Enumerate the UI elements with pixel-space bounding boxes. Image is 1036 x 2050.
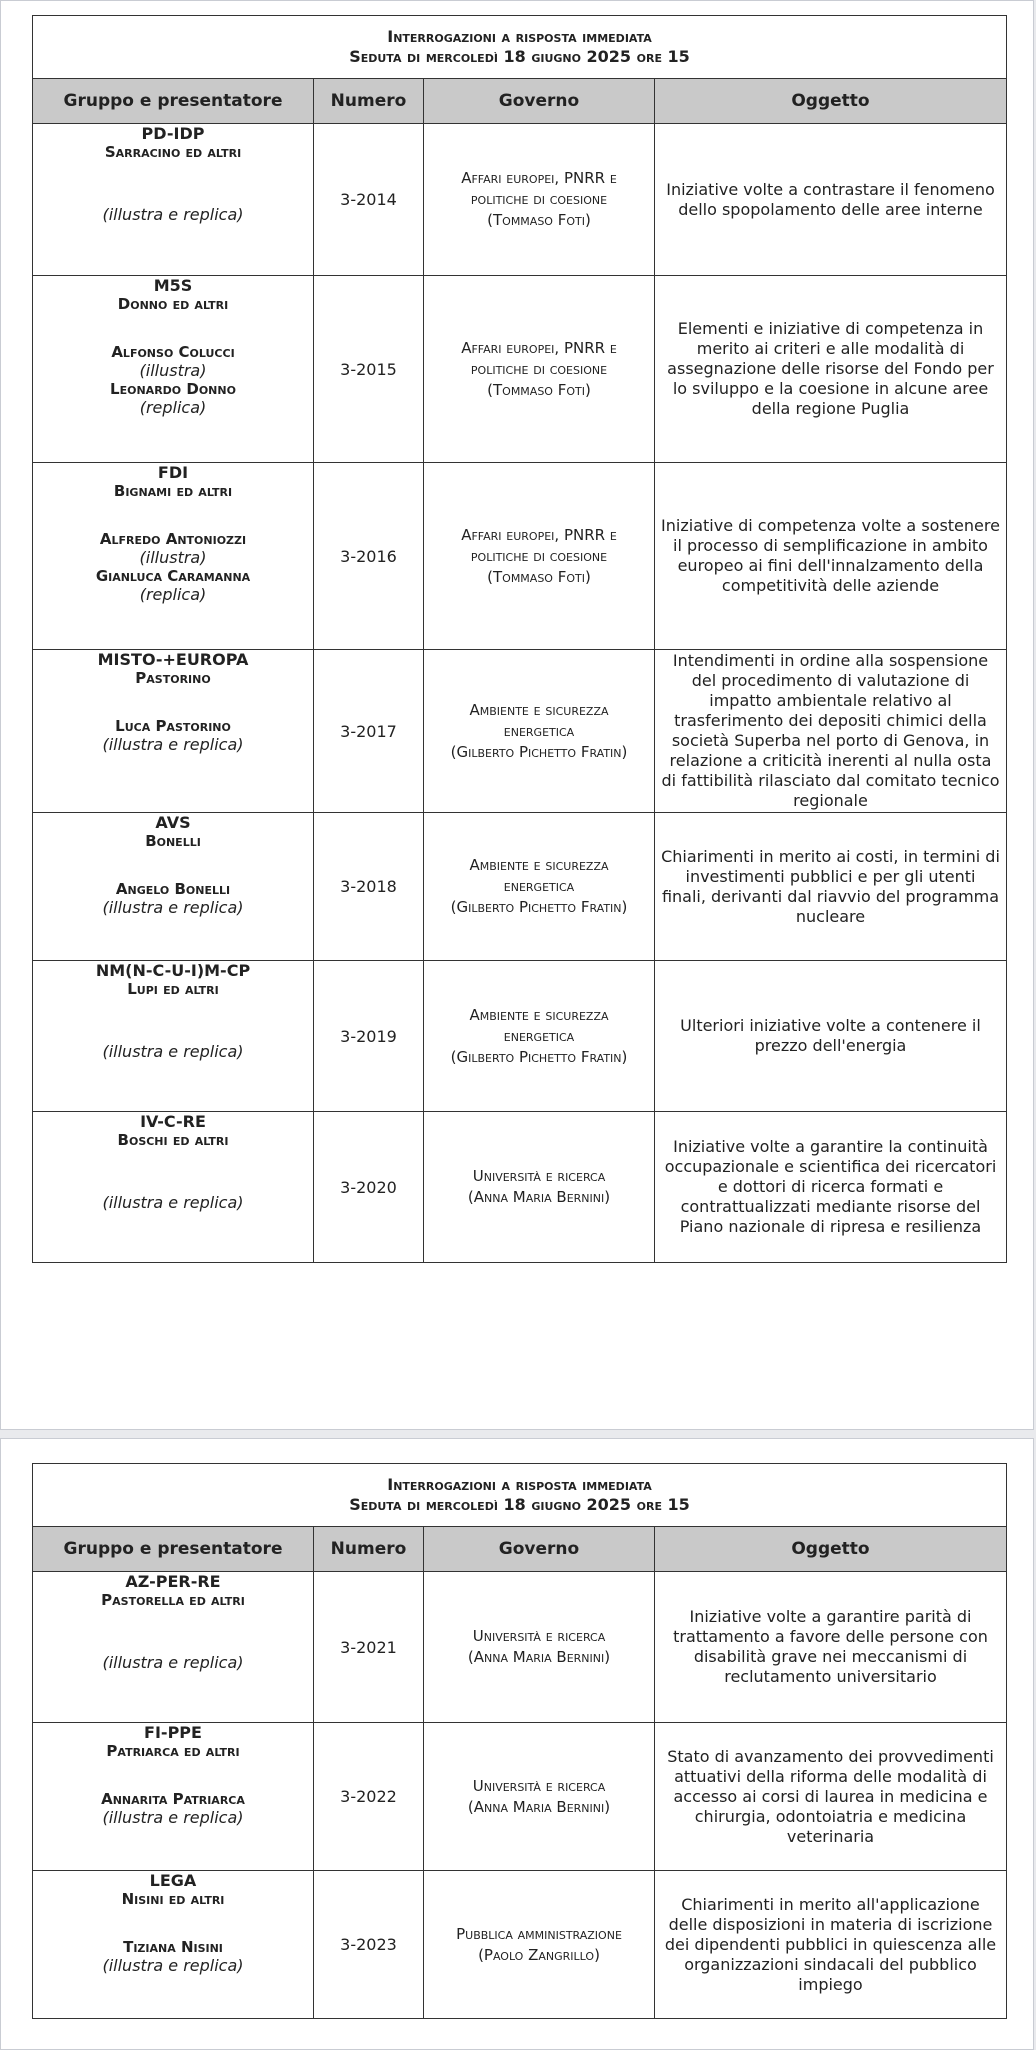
object-cell: Iniziative volte a garantire parità di trattamento a favore delle persone con disabilità grave nei meccanismi di reclutamento universitario [655,1572,1007,1723]
speaker-role: (illustra e replica) [102,1653,244,1672]
government-cell [424,124,655,276]
question-number: 3-2018 [314,813,424,961]
proponent: Boschi ed altri [117,1131,229,1149]
question-number: 3-2022 [314,1723,424,1871]
column-header-number: Numero [314,79,424,124]
proponent: Sarracino ed altri [104,143,242,161]
proponent: Pastorella ed altri [101,1591,245,1609]
party-name: AVS [155,813,191,832]
group-cell [33,650,314,813]
speaker-name: Gianluca Caramanna [95,567,251,585]
party-name: FI-PPE [144,1723,202,1742]
gov-line: politiche di coesione [470,190,608,208]
question-number: 3-2020 [314,1112,424,1263]
table-row [33,650,1007,813]
speaker-role: (illustra e replica) [102,1956,244,1975]
speaker-name: Annarita Patriarca [101,1790,245,1808]
object-cell: Iniziative di competenza volte a sostenere il processo di semplificazione in ambito europeo ai fini dell'innalzamento della competitività delle aziende [655,463,1007,650]
speaker-name: Luca Pastorino [115,717,231,735]
party-name: LEGA [149,1871,197,1890]
document-page-2 [0,1438,1034,2050]
group-cell [33,276,314,463]
table-row [33,124,1007,276]
gov-line: Università e ricerca [472,1776,606,1795]
speaker-name: Tiziana Nisini [123,1938,223,1956]
party-name: MISTO-+EUROPA [97,650,249,669]
gov-line: Università e ricerca [472,1167,606,1185]
object-cell: Iniziative volte a garantire la continuità occupazionale e scientifica dei ricercatori e dottori di ricerca formati e contrattualizzati mediante risorse del Piano nazionale di ripresa e resilienza [655,1112,1007,1263]
gov-line: Ambiente e sicurezza [469,1005,609,1024]
object-cell: Chiarimenti in merito ai costi, in termini di investimenti pubblici e per gli utenti finali, derivanti dal riavvio del programma nucleare [655,813,1007,961]
speaker-name: Angelo Bonelli [115,880,231,898]
question-number: 3-2017 [314,650,424,813]
group-cell [33,961,314,1112]
column-header-group: Gruppo e presentatore [33,1527,314,1572]
proponent: Lupi ed altri [127,980,219,998]
gov-minister: (Tommaso Foti) [487,567,591,586]
gov-minister: (Gilberto Pichetto Fratin) [450,742,628,761]
table-title [33,16,1007,79]
title-line-2: Seduta di mercoledì 18 giugno 2025 ore 15 [349,47,690,66]
column-header-government: Governo [424,79,655,124]
questions-table-page-1 [32,15,1007,1263]
government-cell [424,1871,655,2019]
party-name: FDI [157,463,189,482]
column-header-number: Numero [314,1527,424,1572]
question-number: 3-2016 [314,463,424,650]
group-cell [33,463,314,650]
questions-table-page-2 [32,1463,1007,2019]
gov-minister: (Tommaso Foti) [487,380,591,399]
gov-minister: (Anna Maria Bernini) [467,1188,611,1206]
group-cell [33,1112,314,1263]
column-header-group: Gruppo e presentatore [33,79,314,124]
speaker-role: (illustra) [139,548,207,567]
speaker-role: (illustra e replica) [102,1193,244,1212]
speaker-role: (illustra e replica) [102,898,244,917]
proponent: Bignami ed altri [113,482,233,500]
speaker-role: (replica) [139,398,207,417]
proponent: Patriarca ed altri [106,1742,240,1760]
speaker-name: Leonardo Donno [110,380,236,398]
gov-line: politiche di coesione [470,359,608,378]
table-row [33,1572,1007,1723]
gov-minister: (Anna Maria Bernini) [467,1797,611,1816]
gov-line: politiche di coesione [470,546,608,565]
column-header-object: Oggetto [655,1527,1007,1572]
government-cell [424,1112,655,1263]
object-cell: Chiarimenti in merito all'applicazione delle disposizioni in materia di iscrizione dei dipendenti pubblici in quiescenza alle organizzazioni sindacali del pubblico impiego [655,1871,1007,2019]
speaker-role: (illustra e replica) [102,205,244,224]
table-row [33,961,1007,1112]
proponent: Nisini ed altri [121,1890,225,1908]
title-line-1: Interrogazioni a risposta immediata [387,27,652,46]
group-cell [33,1572,314,1723]
government-cell [424,276,655,463]
table-row [33,1871,1007,2019]
question-number: 3-2014 [314,124,424,276]
government-cell [424,650,655,813]
gov-line: energetica [503,1026,575,1045]
group-cell [33,1871,314,2019]
speaker-role: (illustra e replica) [102,1808,244,1827]
gov-line: Ambiente e sicurezza [469,700,609,719]
gov-minister: (Gilberto Pichetto Fratin) [450,1047,628,1066]
table-row [33,276,1007,463]
speaker-role: (replica) [139,585,207,604]
party-name: AZ-PER-RE [125,1572,221,1591]
gov-minister: (Tommaso Foti) [487,211,591,229]
government-cell [424,1723,655,1871]
speaker-name: Alfonso Colucci [111,343,235,361]
question-number: 3-2019 [314,961,424,1112]
government-cell [424,813,655,961]
question-number: 3-2015 [314,276,424,463]
object-cell: Iniziative volte a contrastare il fenomeno dello spopolamento delle aree interne [655,124,1007,276]
government-cell [424,961,655,1112]
gov-line: Affari europei, PNRR e [461,525,617,544]
gov-minister: (Anna Maria Bernini) [467,1648,611,1666]
gov-line: Affari europei, PNRR e [461,338,617,357]
table-row [33,1112,1007,1263]
group-cell [33,813,314,961]
gov-line: energetica [503,721,575,740]
government-cell [424,1572,655,1723]
party-name: IV-C-RE [140,1112,206,1131]
proponent: Donno ed altri [117,295,229,313]
table-row [33,813,1007,961]
speaker-role: (illustra) [139,361,207,380]
table-title [33,1464,1007,1527]
speaker-name: Alfredo Antoniozzi [99,530,247,548]
proponent: Pastorino [135,669,211,687]
group-cell [33,1723,314,1871]
question-number: 3-2021 [314,1572,424,1723]
speaker-role: (illustra e replica) [102,1042,244,1061]
proponent: Bonelli [145,832,201,850]
gov-minister: (Paolo Zangrillo) [478,1945,600,1964]
object-cell: Ulteriori iniziative volte a contenere il prezzo dell'energia [655,961,1007,1112]
title-line-1: Interrogazioni a risposta immediata [387,1475,652,1494]
gov-line: Affari europei, PNRR e [461,169,617,187]
object-cell: Stato di avanzamento dei provvedimenti attuativi della riforma delle modalità di accesso ai corsi di laurea in medicina e chirurgia, odontoiatria e medicina veterinaria [655,1723,1007,1871]
question-number: 3-2023 [314,1871,424,2019]
government-cell [424,463,655,650]
party-name: M5S [153,276,193,295]
column-header-object: Oggetto [655,79,1007,124]
table-row [33,1723,1007,1871]
speaker-role: (illustra e replica) [102,735,244,754]
object-cell: Elementi e iniziative di competenza in merito ai criteri e alle modalità di assegnazione delle risorse del Fondo per lo sviluppo e la coesione in alcune aree della regione Puglia [655,276,1007,463]
gov-line: Università e ricerca [472,1627,606,1645]
gov-line: Pubblica amministrazione [456,1924,622,1943]
gov-minister: (Gilberto Pichetto Fratin) [450,898,628,916]
title-line-2: Seduta di mercoledì 18 giugno 2025 ore 15 [349,1495,690,1514]
object-cell: Intendimenti in ordine alla sospensione del procedimento di valutazione di impatto ambientale relativo al trasferimento dei depositi chimici della società Superba nel porto di Genova, in relazione a criticità inerenti al nulla osta di fattibilità rilasciato dal comitato tecnico regionale [655,650,1007,813]
party-name: PD-IDP [141,124,205,143]
gov-line: Ambiente e sicurezza [469,856,609,874]
table-row [33,463,1007,650]
column-header-government: Governo [424,1527,655,1572]
group-cell [33,124,314,276]
party-name: NM(N-C-U-I)M-CP [95,961,251,980]
gov-line: energetica [503,877,575,895]
